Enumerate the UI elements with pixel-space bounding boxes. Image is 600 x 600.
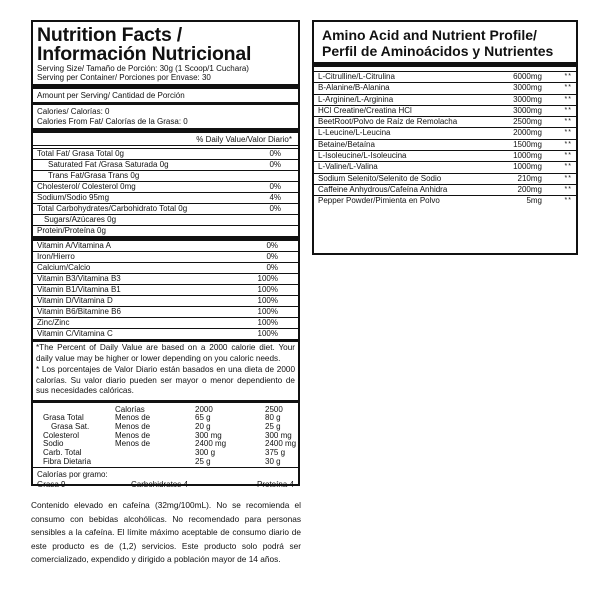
nutrient-row: Cholesterol/ Colesterol 0mg 0% [33, 182, 298, 193]
amino-row: L-Valine/L-Valina 1000mg ** [314, 162, 576, 173]
calories: Calories/ Calorías: 0 [37, 107, 110, 116]
footnote-spanish: * Los porcentajes de Valor Diario están basados en una dieta de 2000 calorías. Su valor diario pueden ser mayor o menor dependiento de sus necesidades calóricas. [36, 365, 295, 395]
amino-row: HCl Creatine/Creatina HCl 3000mg ** [314, 106, 576, 117]
vitamin-row: Vitamin B6/Bitamine B6 100% [33, 307, 298, 318]
servings-per-container: Serving per Container/ Porciones por Envase: 30 [37, 73, 211, 82]
calories-per-gram-label: Calorías por gramo: [37, 470, 108, 480]
caffeine-warning: Contenido elevado en cafeína (32mg/100mL). No se recomienda el consumo con bebidas alcohólicas. No recomendado para personas sensibles a la cafeína. El límite máximo aceptable de consumo diario de este producto es de (1,2) servicios. Este producto solo podrá ser comercializado, expendido y dirigido a población mayor de 14 años. [31, 500, 301, 565]
amino-row: BeetRoot/Polvo de Raíz de Remolacha 2500mg ** [314, 117, 576, 128]
nutrition-title: Nutrition Facts / Información Nutricional [37, 24, 252, 65]
amino-list [314, 72, 576, 207]
vitamin-row: Vitamin D/Vitamina D 100% [33, 296, 298, 307]
footnote-english: *The Percent of Daily Value are based on a 2000 calorie diet. Your daily value may be higher or lower depending on you caloric needs. [36, 343, 295, 363]
serving-size: Serving Size/ Tamaño de Porción: 30g (1 Scoop/1 Cuchara) [37, 64, 249, 73]
nutrient-row: Sodium/Sodio 95mg 4% [33, 193, 298, 204]
nutrient-list [33, 149, 298, 236]
daily-value-header: % Daily Value/Valor Diario* [33, 133, 298, 146]
daily-reference-table: Calorías 2000 2500 Grasa Total Menos de 65 g 80 g Grasa Sat. Menos de 20 g 25 g Colesterol Menos de 300 mg 300 mg Sodio Menos de 2400 mg 2400 mg Carb. Total 300 g 375 g Fibra Dietaria 25 g 30 g [43, 404, 297, 466]
amino-row: B-Alanine/B-Alanina 3000mg ** [314, 83, 576, 94]
amino-title: Amino Acid and Nutrient Profile/ Perfil de Aminoácidos y Nutrientes [322, 27, 554, 59]
amino-row: Betaine/Betaína 1500mg ** [314, 140, 576, 151]
amino-row: L-Leucine/L-Leucina 2000mg ** [314, 128, 576, 139]
amount-per-serving: Amount per Serving/ Cantidad de Porción [37, 91, 185, 100]
vitamin-row: Vitamin A/Vitamina A 0% [33, 241, 298, 252]
amino-row: L-Isoleucine/L-Isoleucina 1000mg ** [314, 151, 576, 162]
nutrient-row: Total Carbohydrates/Carbohidrato Total 0g 0% [33, 204, 298, 215]
nutrition-facts-panel [31, 20, 300, 490]
vitamin-row: Vitamin C/Vitamina C 100% [37, 329, 278, 338]
nutrient-row: Trans Fat/Grasa Trans 0g [33, 171, 298, 182]
nutrient-row: Sugars/Azúcares 0g [33, 215, 298, 226]
amino-row: Caffeine Anhydrous/Cafeína Anhidra 200mg ** [314, 185, 576, 196]
nutrient-row: Total Fat/ Grasa Total 0g 0% [33, 149, 298, 160]
vitamin-row: Vitamin B1/Vitamina B1 100% [33, 285, 298, 296]
calories-from-fat: Calories From Fat/ Calorías de la Grasa: 0 [37, 117, 188, 126]
nutrient-row: Protein/Proteína 0g [37, 226, 106, 235]
nutrient-row: Saturated Fat /Grasa Saturada 0g 0% [33, 160, 298, 171]
amino-row: L-Citrulline/L-Citrulina 6000mg ** [314, 72, 576, 83]
vitamin-row: Zinc/Zinc 100% [33, 318, 298, 329]
vitamin-row: Calcium/Calcio 0% [33, 263, 298, 274]
calories-per-gram: Grasa 9 Carbohidratos 4 Proteína 4 [37, 480, 294, 490]
vitamin-row: Vitamin B3/Vitamina B3 100% [33, 274, 298, 285]
amino-row: Sodium Selenito/Selenito de Sodio 210mg ** [314, 174, 576, 185]
amino-row: L-Arginine/L-Arginina 3000mg ** [314, 95, 576, 106]
vitamin-row: Iron/Hierro 0% [33, 252, 298, 263]
amino-acid-panel [312, 20, 578, 255]
vitamin-list [33, 241, 298, 339]
amino-row: Pepper Powder/Pimienta en Polvo 5mg ** [318, 196, 572, 206]
